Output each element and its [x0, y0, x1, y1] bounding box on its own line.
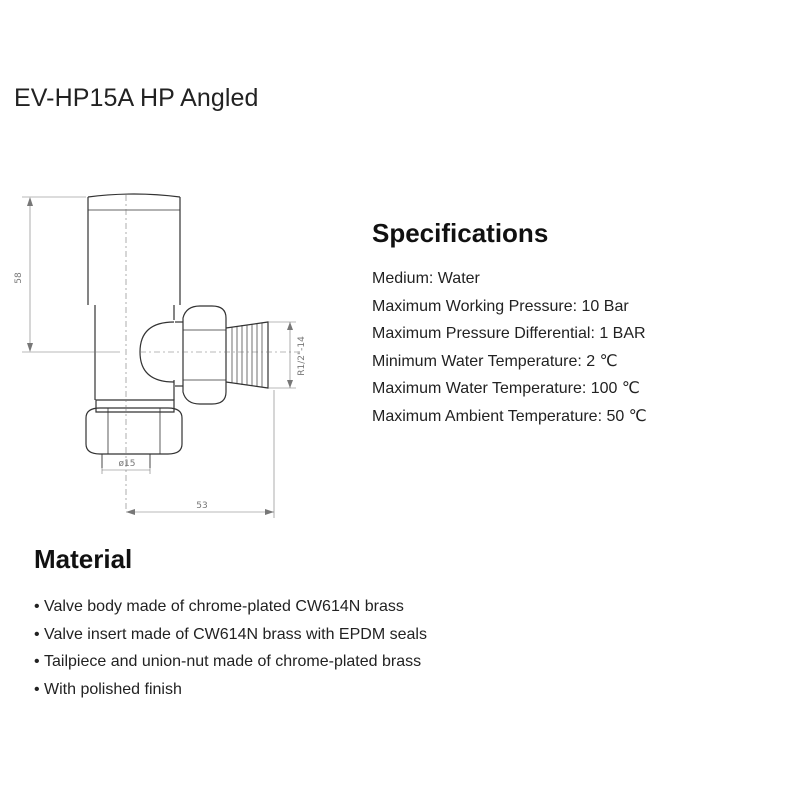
dim-diameter-label: ø15 [118, 459, 136, 469]
material-item [34, 648, 774, 676]
specifications-section [372, 218, 792, 430]
bullet-icon: • [34, 625, 40, 643]
bullet-icon: • [34, 598, 40, 615]
bullet-icon: • [34, 653, 40, 670]
spec-item: Medium: Water [372, 270, 480, 287]
specifications-list [372, 265, 792, 430]
dim-thread-label: R1/2"-14 [297, 336, 307, 376]
spec-item: Minimum Water Temperature: 2 ℃ [372, 352, 618, 370]
valve-technical-drawing [0, 180, 307, 520]
material-item-text: With polished finish [44, 680, 182, 698]
union-nut [183, 306, 226, 404]
bullet-icon: • [34, 680, 40, 698]
spec-item: Maximum Working Pressure: 10 Bar [372, 297, 629, 315]
material-item [34, 593, 774, 621]
material-item-text: Valve body made of chrome-plated CW614N brass [44, 598, 404, 615]
material-item-text: Valve insert made of CW614N brass with EPDM seals [44, 625, 427, 643]
spec-item: Maximum Ambient Temperature: 50 ℃ [372, 407, 647, 425]
dim-height-label: 58 [14, 272, 24, 284]
material-heading: Material [34, 544, 133, 574]
valve-body [95, 305, 174, 400]
material-item [34, 676, 774, 704]
thread-tailpiece [226, 322, 268, 388]
material-section [34, 544, 774, 703]
valve-head [88, 194, 180, 305]
material-list [34, 593, 774, 703]
material-item-text: Tailpiece and union-nut made of chrome-plated brass [44, 653, 422, 670]
spec-item: Maximum Pressure Differential: 1 BAR [372, 325, 646, 342]
spec-item: Maximum Water Temperature: 100 ℃ [372, 380, 640, 397]
product-title: EV-HP15A HP Angled [14, 84, 259, 112]
material-item [34, 621, 774, 649]
dim-width-label: 53 [196, 501, 208, 511]
specifications-heading: Specifications [372, 218, 549, 248]
